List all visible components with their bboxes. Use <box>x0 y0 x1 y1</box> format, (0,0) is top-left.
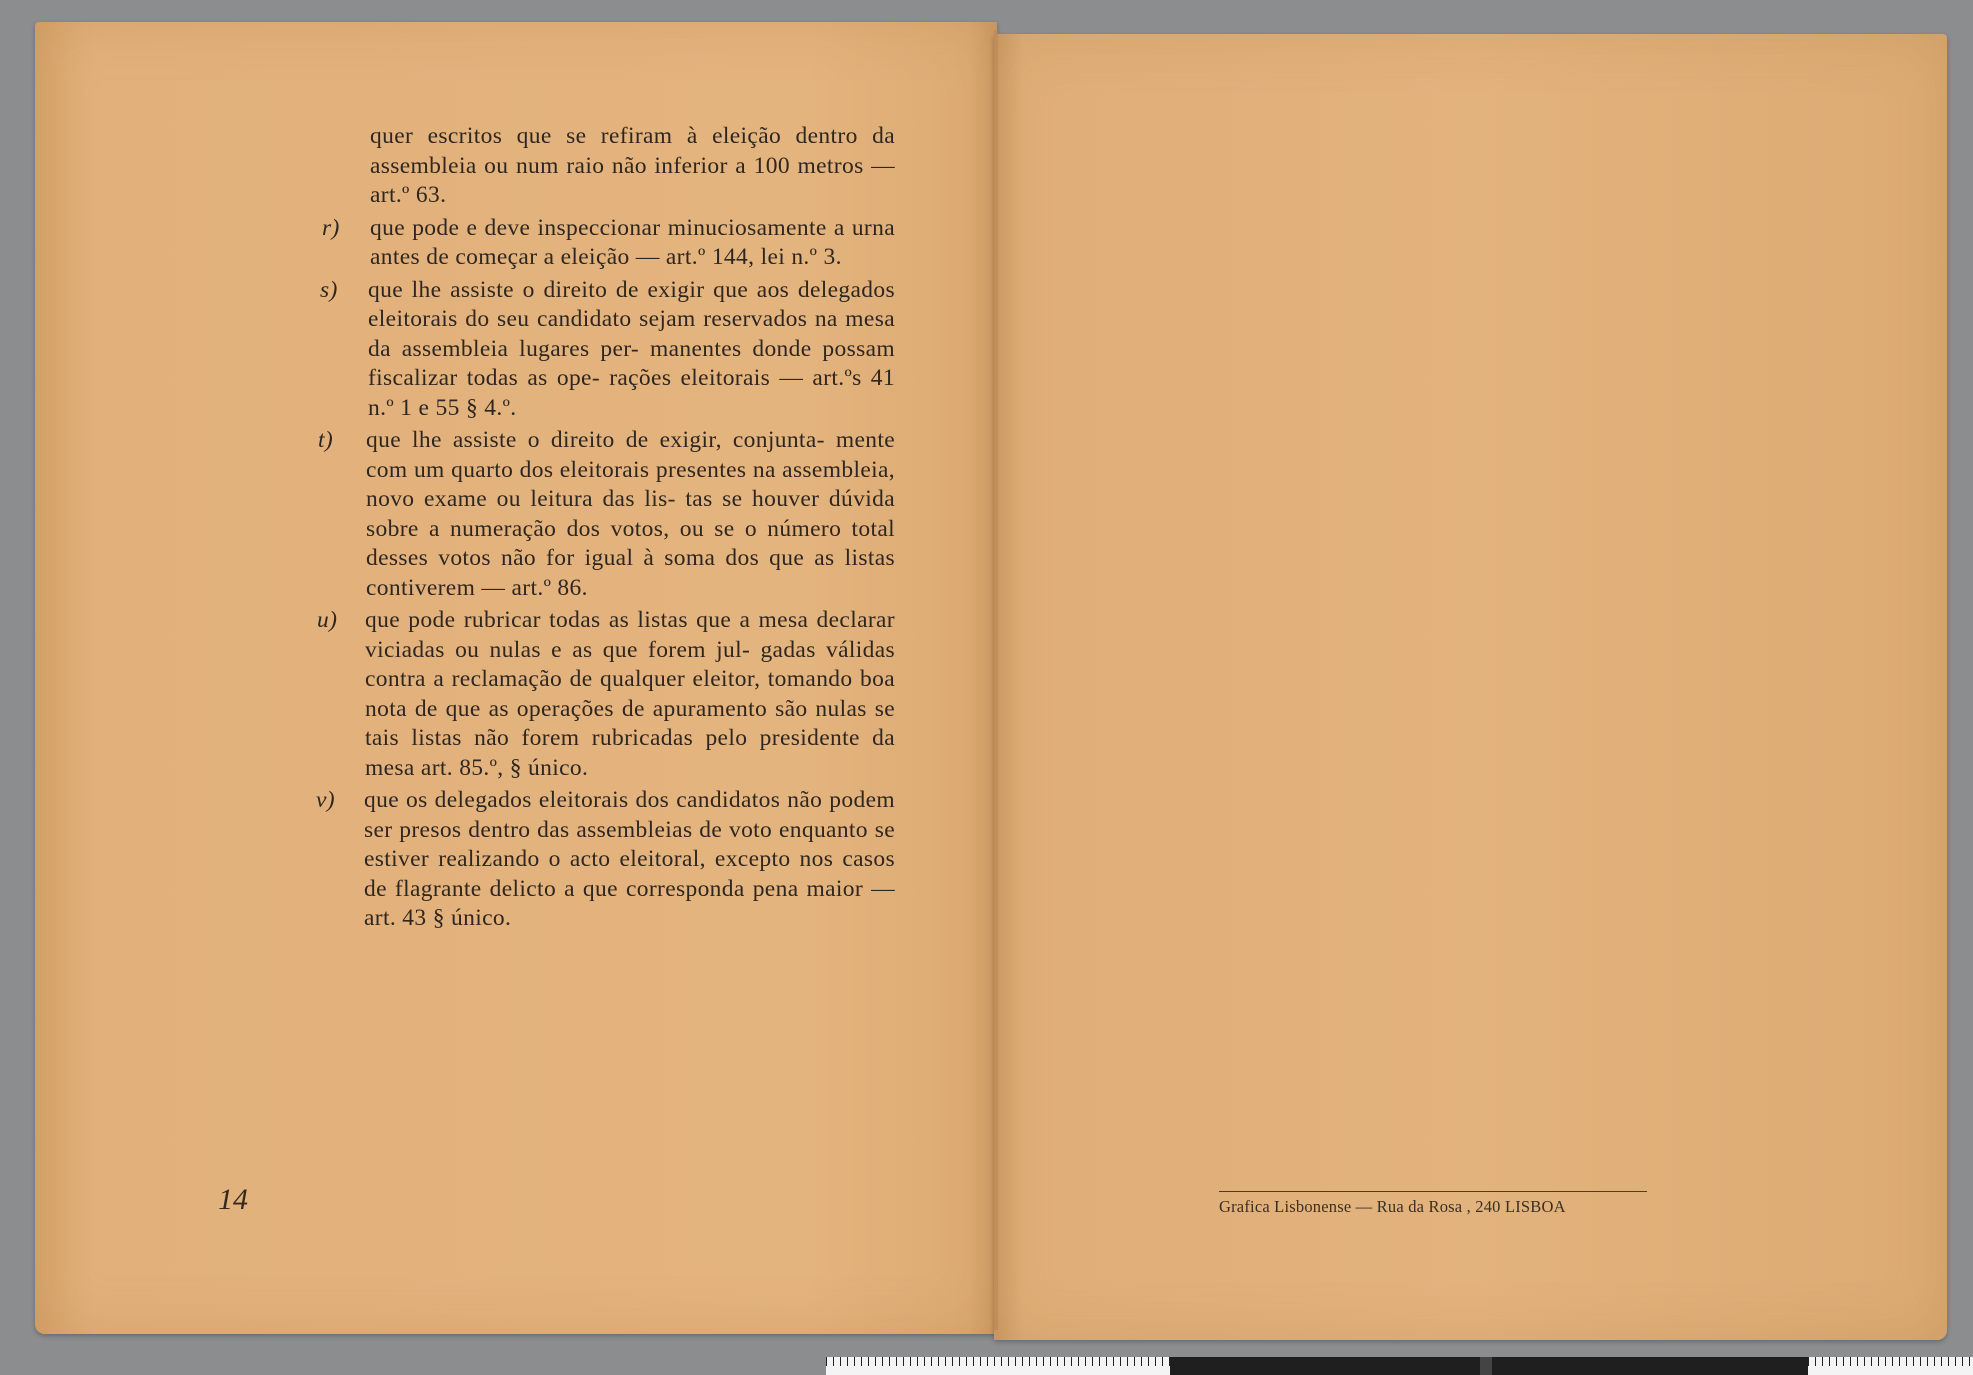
list-item-r <box>322 214 895 273</box>
item-label: u) <box>317 607 338 633</box>
printer-imprint: Grafica Lisbonense — Rua da Rosa , 240 LISBOA <box>1219 1191 1647 1217</box>
ruler-segment <box>826 1357 1170 1375</box>
item-label: s) <box>320 276 338 303</box>
intro-paragraph: quer escritos que se refiram à eleição dentro da assembleia ou num raio não inferior a 100 metros — art.º 63. <box>370 123 895 208</box>
item-label: r) <box>322 214 340 241</box>
scale-dark-segment <box>1170 1357 1480 1375</box>
list-item-u <box>317 606 895 783</box>
item-text: que lhe assiste o direito de exigir que aos delegados eleitorais do seu candidato sejam reservados na mesa da assembleia lugares per- manentes donde possam fiscalizar todas as ope- rações eleitorais — art.ºs 41 n.º 1 e 55 § 4.º. <box>368 276 895 421</box>
book-spine <box>994 30 998 1330</box>
item-text: que lhe assiste o direito de exigir, conjunta- mente com um quarto dos eleitorais presentes na assembleia, novo exame ou leitura das lis- tas se houver dúvida sobre a numeração dos votos, ou se o número total desses votos não for igual à soma dos que as listas contiverem — art.º 86. <box>366 427 895 601</box>
scale-mid-segment <box>1480 1357 1492 1375</box>
item-text: que pode e deve inspeccionar minuciosamente a urna antes de começar a eleição — art.º 144, lei n.º 3. <box>370 214 895 270</box>
right-page <box>994 34 1947 1340</box>
page-number: 14 <box>218 1183 248 1216</box>
item-label: v) <box>316 787 335 813</box>
item-label: t) <box>318 427 334 453</box>
ruler-segment <box>1808 1357 1973 1375</box>
list-item-v <box>316 786 895 934</box>
item-text: que os delegados eleitorais dos candidatos não podem ser presos dentro das assembleias de voto enquanto se estiver realizando o acto eleitoral, excepto nos casos de flagrante delicto a que corresponda pena maior — art. 43 § único. <box>364 787 895 931</box>
item-text: que pode rubricar todas as listas que a mesa declarar viciadas ou nulas e as que forem jul- gadas válidas contra a reclamação de qualquer eleitor, tomando boa nota de que as operações de apuramento são nulas se tais listas não forem rubricadas pelo presidente da mesa art. 85.º, § único. <box>365 607 895 781</box>
color-scale-bar <box>826 1357 1973 1375</box>
body-text <box>316 122 895 934</box>
scale-dark-segment <box>1492 1357 1808 1375</box>
list-item-s <box>320 276 895 424</box>
list-item-t <box>318 426 895 603</box>
